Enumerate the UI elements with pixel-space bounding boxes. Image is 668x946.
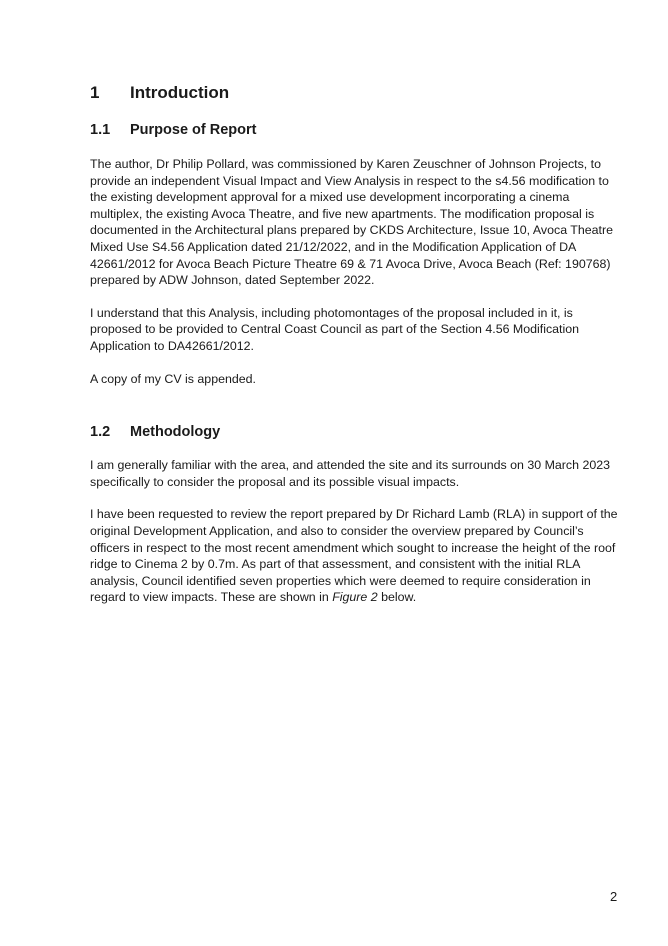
subsection-heading-purpose <box>90 120 624 140</box>
section-heading-introduction <box>90 82 624 104</box>
paragraph: A copy of my CV is appended. <box>90 371 256 386</box>
subsection-number: 1.2 <box>90 424 111 441</box>
subsection-title: Purpose of Report <box>130 122 257 138</box>
page-number: 2 <box>610 889 618 904</box>
page-content <box>90 82 624 606</box>
figure-reference: Figure 2 <box>332 590 378 605</box>
paragraph: The author, Dr Philip Pollard, was commissioned by Karen Zeuschner of Johnson Projects, to provide an independent Visual Impact and View Analysis in respect to the s4.56 modification to the existing development approval for a mixed use development incorporating a cinema multiplex, the existing Avoca Theatre, and five new apartments. The modification proposal is documented in the Architectural plans prepared by CKDS Architecture, Issue 10, Avoca Theatre Mixed Use S4.56 Application dated 21/12/2022, and in the Modification Application of DA 42661/2012 for Avoca Beach Picture Theatre 69 & 71 Avoca Drive, Avoca Beach (Ref: 190768) prepared by ADW Johnson, dated September 2022. <box>90 157 614 288</box>
paragraph-text: I have been requested to review the report prepared by Dr Richard Lamb (RLA) in support of the original Development Application, and also to consider the overview prepared by Council’s officers in respect to the most recent amendment which sought to increase the height of the roof ridge to Cinema 2 by 0.7m. As part of that assessment, and consistent with the initial RLA analysis, Council identified seven properties which were deemed to require consideration in regard to view impacts. These are shown in <box>90 507 618 605</box>
subsection-heading-methodology <box>90 422 624 442</box>
section-number: 1 <box>90 83 100 102</box>
paragraph <box>90 506 624 606</box>
subsection-title: Methodology <box>130 424 221 441</box>
subsection-number: 1.1 <box>90 122 111 138</box>
paragraph: I understand that this Analysis, including photomontages of the proposal included in it, is proposed to be provided to Central Coast Council as part of the Section 4.56 Modification Application to DA42661/2012. <box>90 305 580 353</box>
section-title: Introduction <box>130 83 230 102</box>
paragraph-text: below. <box>377 590 417 605</box>
paragraph: I am generally familiar with the area, and attended the site and its surrounds on 30 March 2023 specifically to consider the proposal and its possible visual impacts. <box>90 458 611 489</box>
